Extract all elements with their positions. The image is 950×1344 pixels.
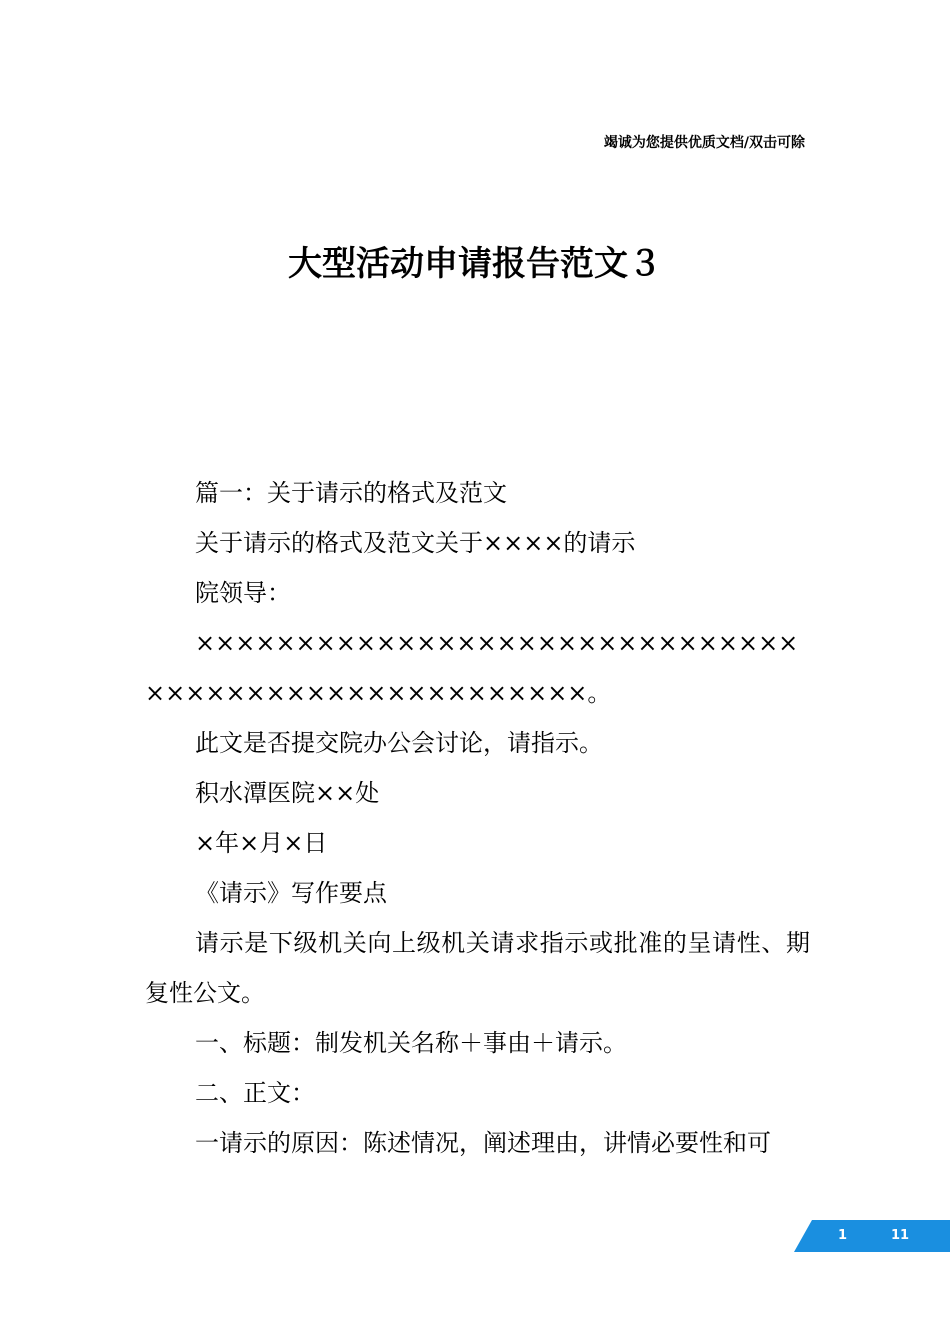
paragraph: 院领导： xyxy=(195,579,291,607)
document-body xyxy=(145,468,810,1168)
paragraph: 二、正文： xyxy=(195,1079,315,1107)
paragraph: 篇一：关于请示的格式及范文 xyxy=(195,479,507,507)
paragraph: 一请示的原因：陈述情况，阐述理由，讲情必要性和可 xyxy=(195,1129,771,1157)
paragraph: 请示是下级机关向上级机关请求指示或批准的呈请性、期复性公文。 xyxy=(145,929,810,1007)
document-title: 大型活动申请报告范文３ xyxy=(288,244,662,284)
page-total: 11 xyxy=(891,1228,910,1243)
header-note: 竭诚为您提供优质文档/双击可除 xyxy=(603,135,805,151)
page-indicator xyxy=(794,1220,950,1252)
page-number: 1 xyxy=(838,1228,848,1243)
page-band-shape xyxy=(794,1220,950,1252)
paragraph: 《请示》写作要点 xyxy=(195,879,387,907)
paragraph: 积水潭医院××处 xyxy=(195,779,380,807)
paragraph: 一、标题：制发机关名称＋事由＋请示。 xyxy=(195,1029,627,1057)
paragraph: 此文是否提交院办公会讨论，请指示。 xyxy=(195,729,603,757)
paragraph: 关于请示的格式及范文关于××××的请示 xyxy=(195,529,636,557)
paragraph: ×年×月×日 xyxy=(195,829,328,857)
paragraph: ××××××××××××××××××××××××××××××××××××××××××××××××××××。 xyxy=(145,629,799,707)
